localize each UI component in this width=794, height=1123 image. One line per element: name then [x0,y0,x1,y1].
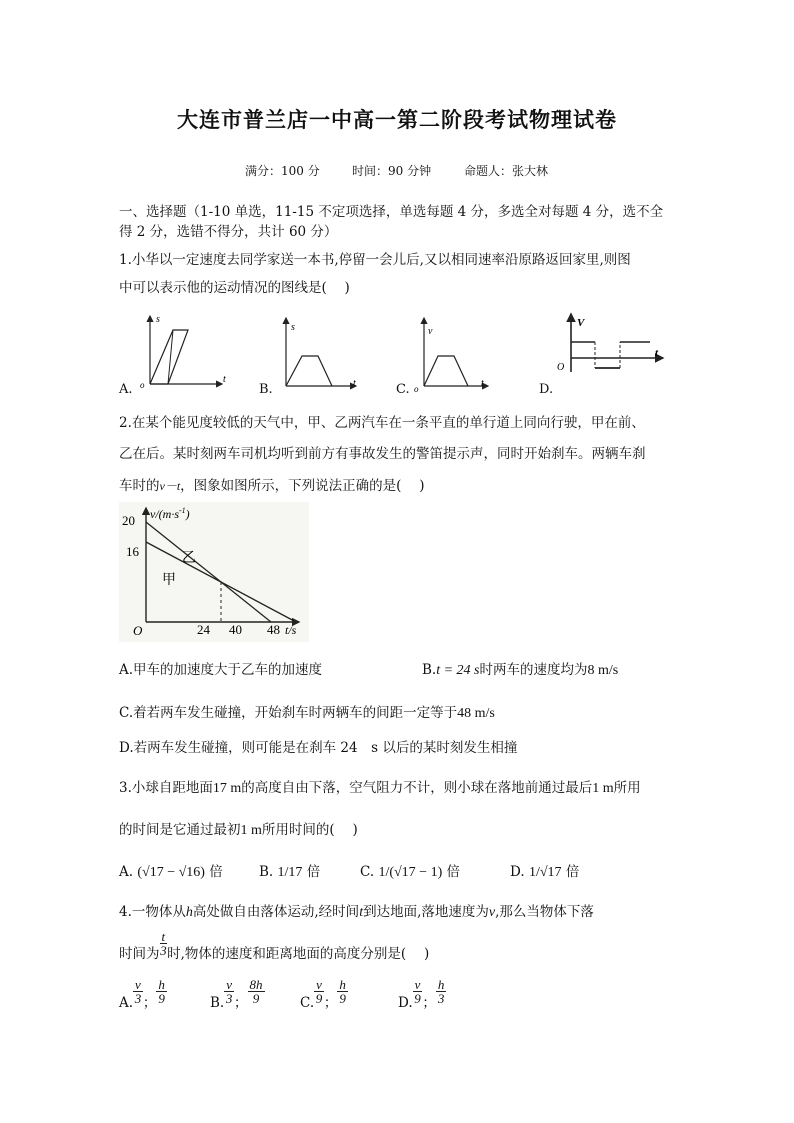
q4-option-height: $\frac{h}{9}$ [158,977,165,1006]
q2-xtick-40: 40 [229,622,242,637]
q4-option-height: $\frac{h}{9}$ [339,977,346,1006]
q4-option-sep: ； [234,995,248,1011]
q2-option-b-text: 时两车的速度均为 [479,662,588,678]
q2-vt-math: v－t [159,479,181,493]
q1-graph-c [408,312,508,402]
q3-option-b-unit: 倍 [306,864,321,880]
q2-xtick-24: 24 [197,622,210,637]
q1-option-d[interactable]: D. [539,382,554,397]
q4-h: h [185,905,193,920]
q3-option-c[interactable] [360,862,460,883]
q3-option-a-unit: 倍 [209,864,223,880]
q2-line3 [119,476,425,496]
q4-option-c[interactable] [300,978,348,1013]
q1-option-c[interactable]: C. [396,382,410,397]
q3-option-d-math: 1/√17 [528,865,562,880]
q2-option-b-value: 8 m/s [587,663,619,678]
q4-option-label: C. [300,995,315,1011]
q1-option-b[interactable]: B. [259,382,273,397]
q1-graph-d [555,310,670,390]
q2-option-c[interactable] [119,703,495,724]
exam-author: 命题人：张大林 [464,164,549,178]
q1c-v-label: v [428,326,433,337]
q4-option-a[interactable] [119,978,167,1013]
exam-time: 时间：90 分钟 [352,164,432,178]
q3-option-a-label: A. [119,864,134,880]
q2-option-b-math: t = 24 s [436,663,480,678]
q1-graph-a [130,310,240,400]
q3-option-b[interactable] [259,862,320,883]
q4-option-b[interactable] [210,978,265,1013]
q2-option-b[interactable] [422,660,618,681]
full-score: 满分：100 分 [245,164,320,178]
q1-option-a[interactable]: A. [119,382,133,397]
q4-option-velocity: $\frac{v}{9}$ [414,977,421,1006]
q2-xlabel: t/s [285,623,297,637]
q2-ytick-16: 16 [126,544,139,559]
q3-option-a[interactable] [119,862,223,883]
q3-first-meter: 1 m [240,823,262,838]
q2-option-d[interactable]: D.若两车发生碰撞，则可能是在刹车 24 s 以后的某时刻发生相撞 [119,740,518,756]
q3-last-meter: 1 m [592,781,614,796]
q3-height: 17 m [212,781,242,796]
q4-t-over-3: $\frac{t}{3}$ [160,929,167,958]
q3-option-c-label: C. [360,864,375,880]
q1d-o-label: O [557,362,565,373]
q4-l1-d: ,那么当物体下落 [495,904,594,920]
q4-option-velocity: $\frac{v}{3}$ [225,977,233,1006]
q1a-t-label: t [223,374,226,385]
q2-ytick-20: 20 [122,513,135,528]
q2-line3-a: 车时的 [119,478,160,494]
q4-option-height: $\frac{h}{3}$ [437,977,445,1006]
q4-line1 [119,902,594,923]
q2-option-c-text: C.着若两车发生碰撞，开始刹车时两辆车的间距一定等于 [119,705,458,721]
q4-option-sep: ； [323,995,338,1011]
q3-option-c-math: 1/(√17 − 1) [378,865,443,880]
q2-line3-b: ，图象如图所示，下列说法正确的是( ) [180,478,425,494]
section-header-line2: 得 2 分，选错不得分，共计 60 分） [119,224,338,240]
q4-l1-c: 到达地面,落地速度为 [363,904,489,920]
q2-option-c-value: 48 m/s [457,706,495,721]
q4-option-height: $\frac{8h}{9}$ [249,977,263,1006]
q1b-s-label: s [291,322,295,333]
q1c-t-label: t [481,378,484,389]
q3-l1-a: 3.小球自距地面 [119,780,213,796]
q4-option-label: B. [210,995,225,1011]
q3-l1-c: 所用 [613,780,641,796]
q4-l2-b: 时,物体的速度和距离地面的高度分别是( ) [167,946,430,962]
q2-jia-label: 甲 [162,573,176,588]
q2-option-b-label: B. [422,662,437,678]
q3-l1-b: 的高度自由下落，空气阻力不计，则小球在落地前通过最后 [241,780,593,796]
q4-option-velocity: $\frac{v}{9}$ [315,977,323,1006]
q4-t: t [359,905,364,920]
q3-line2 [119,820,358,841]
q4-l1-b: 高处做自由落体运动,经时间 [192,904,360,920]
page-title: 大连市普兰店一中高一第二阶段考试物理试卷 [177,107,617,132]
q4-option-sep: ； [422,995,436,1011]
q1d-t-label: t [655,347,659,359]
q3-option-c-unit: 倍 [446,864,461,880]
q4-option-label: D. [398,995,413,1011]
q3-option-d[interactable] [510,862,579,883]
q3-l2-b: 所用时间的( ) [261,822,358,838]
q2-xtick-48: 48 [267,622,280,637]
q3-option-d-label: D. [510,864,525,880]
q1d-v-label: V [577,317,585,329]
q1a-s-label: s [156,314,160,325]
q1-line1: 1.小华以一定速度去同学家送一本书,停留一会儿后,又以相同速率沿原路返回家里,则图 [119,252,631,268]
q4-option-d[interactable] [398,978,446,1013]
q4-line2 [119,929,430,964]
q1b-t-label: t [353,378,356,389]
q4-option-sep: ； [142,995,157,1011]
q3-line1 [119,778,641,799]
q3-option-b-math: 1/17 [277,865,303,880]
q4-v: v [488,905,496,920]
q2-option-a[interactable]: A.甲车的加速度大于乙车的加速度 [119,662,323,678]
q3-l2-a: 的时间是它通过最初 [119,822,241,838]
q2-line1: 2.在某个能见度较低的天气中，甲、乙两汽车在一条平直的单行道上同向行驶，甲在前、 [119,415,645,431]
q4-l2-a: 时间为 [119,946,160,962]
q4-option-label: A. [119,995,134,1011]
q3-option-a-math: (√17 − √16) [137,865,205,880]
q2-vt-chart [119,502,309,642]
q2-yi-label: 乙 [182,551,196,566]
q3-option-b-label: B. [259,864,274,880]
q4-l1-a: 4.一物体从 [119,904,186,920]
q3-option-d-unit: 倍 [565,864,580,880]
q2-origin: O [133,623,143,638]
q2-line2: 乙在后。某时刻两车司机均听到前方有事故发生的警笛提示声，同时开始刹车。两辆车刹 [119,446,646,462]
q2-ylabel: $v/(m\cdot s^{-1})$ [150,506,190,521]
q1-graph-b [270,312,370,402]
q1c-o-label: o [414,384,419,394]
section-header-line1: 一、选择题（1-10 单选，11-15 不定项选择，单选每题 4 分，多选全对每题 4 分，选不全 [119,204,664,220]
q4-option-velocity: $\frac{v}{3}$ [134,977,142,1006]
q1-line2: 中可以表示他的运动情况的图线是( ) [119,280,350,296]
q1a-o-label: o [140,380,145,390]
